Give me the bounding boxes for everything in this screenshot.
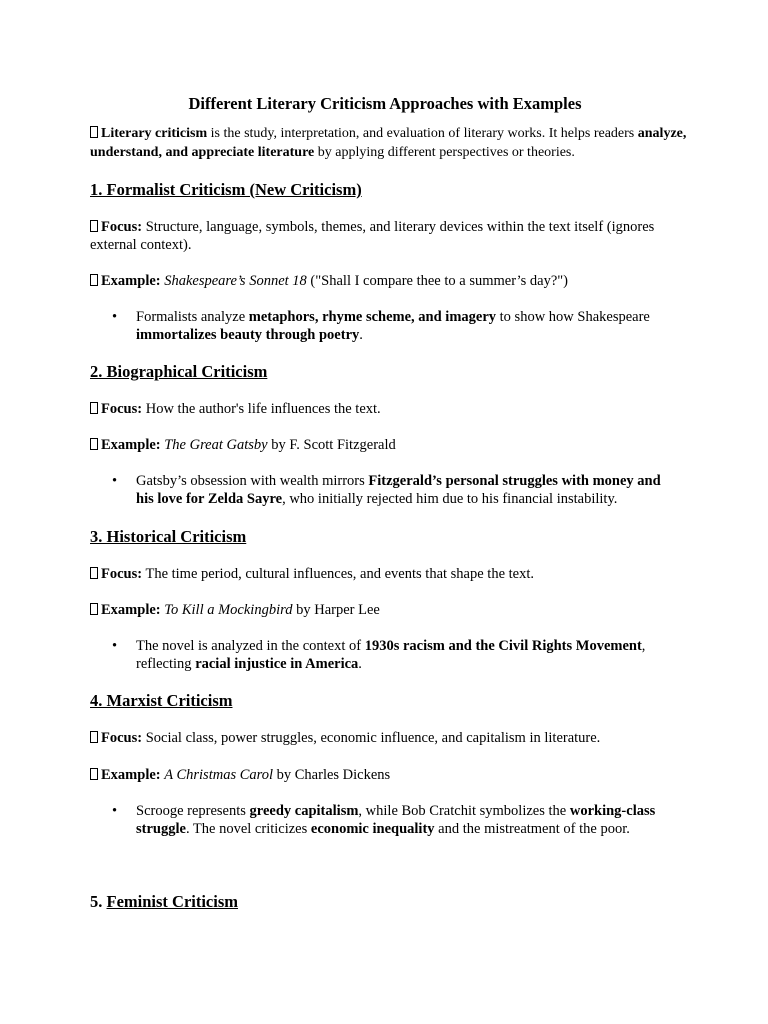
- section-heading-text: 3. Historical Criticism: [90, 527, 247, 546]
- bullet-dot: •: [112, 803, 118, 819]
- bullet-bold-part: greedy capitalism: [249, 803, 359, 819]
- focus-historical: [90, 565, 680, 583]
- bullet-biographical: [112, 472, 672, 508]
- bullet-historical: [112, 637, 672, 673]
- focus-text: Social class, power struggles, economic influence, and capitalism in literature.: [142, 730, 601, 746]
- example-work: Shakespeare’s Sonnet 18: [164, 273, 307, 289]
- example-label: Example:: [101, 602, 161, 618]
- section-heading-marxist: [90, 691, 233, 711]
- focus-label: Focus:: [101, 730, 143, 746]
- example-rest: by Harper Lee: [292, 602, 380, 618]
- bullet-text: [136, 472, 672, 508]
- bullet-text: [136, 637, 672, 673]
- missing-glyph-icon: [90, 438, 98, 450]
- missing-glyph-icon: [90, 126, 98, 138]
- focus-text: How the author's life influences the text.: [142, 401, 381, 417]
- focus-biographical: [90, 400, 680, 418]
- section-heading-formalist: [90, 180, 362, 200]
- bullet-bold-part: metaphors, rhyme scheme, and imagery: [248, 309, 497, 325]
- example-work: To Kill a Mockingbird: [164, 602, 293, 618]
- bullet-dot: •: [112, 309, 118, 325]
- example-work: The Great Gatsby: [164, 437, 268, 453]
- section-heading-number: 5.: [90, 892, 107, 911]
- bullet-formalist: [112, 308, 672, 344]
- example-work: A Christmas Carol: [164, 767, 274, 783]
- bullet-text: [136, 802, 672, 838]
- example-historical: [90, 601, 680, 619]
- missing-glyph-icon: [90, 220, 98, 232]
- section-heading-text: 2. Biographical Criticism: [90, 362, 268, 381]
- bullet-text-part: Scrooge represents: [136, 803, 250, 819]
- bullet-text-part: , reflecting: [136, 638, 646, 672]
- example-label: Example:: [101, 767, 161, 783]
- example-marxist: [90, 766, 680, 784]
- focus-label: Focus:: [101, 401, 143, 417]
- example-rest: by Charles Dickens: [273, 767, 391, 783]
- example-rest: by F. Scott Fitzgerald: [267, 437, 396, 453]
- example-label: Example:: [101, 437, 161, 453]
- bullet-text: [136, 308, 672, 344]
- section-heading-historical: [90, 527, 246, 547]
- example-rest: ("Shall I compare thee to a summer’s day?"): [306, 273, 569, 289]
- missing-glyph-icon: [90, 768, 98, 780]
- section-heading-text: 1. Formalist Criticism (New Criticism): [90, 180, 362, 199]
- bullet-bold-part: 1930s racism and the Civil Rights Movement: [364, 638, 642, 654]
- bullet-text-part: , while Bob Cratchit symbolizes the: [358, 803, 570, 819]
- section-heading-text: Feminist Criticism: [106, 892, 239, 911]
- bullet-bold-part: working-class struggle: [136, 803, 656, 837]
- missing-glyph-icon: [90, 731, 98, 743]
- bullet-text-part: . The novel criticizes: [185, 821, 311, 837]
- focus-formalist: [90, 218, 680, 254]
- example-biographical: [90, 436, 680, 454]
- bullet-dot: •: [112, 473, 118, 489]
- bullet-text-part: and the mistreatment of the poor.: [434, 821, 630, 837]
- section-heading-feminist: [90, 892, 238, 912]
- bullet-bold-part: economic inequality: [310, 821, 435, 837]
- bullet-text-part: The novel is analyzed in the context of: [136, 638, 365, 654]
- section-heading-biographical: [90, 362, 267, 382]
- focus-marxist: [90, 729, 680, 747]
- bullet-text-part: Formalists analyze: [136, 309, 249, 325]
- bullet-bold-part: racial injustice in America: [195, 656, 359, 672]
- document-title: Different Literary Criticism Approaches with Examples: [188, 94, 582, 113]
- section-heading-text: 4. Marxist Criticism: [90, 691, 233, 710]
- bullet-dot: •: [112, 638, 118, 654]
- example-formalist: [90, 272, 680, 290]
- bullet-text-part: .: [358, 656, 362, 672]
- intro-paragraph: [90, 124, 690, 162]
- bullet-text-part: Gatsby’s obsession with wealth mirrors: [136, 473, 369, 489]
- bullet-bold-part: immortalizes beauty through poetry: [136, 327, 360, 343]
- bullet-text-part: , who initially rejected him due to his financial instability.: [282, 491, 618, 507]
- focus-label: Focus:: [101, 566, 143, 582]
- missing-glyph-icon: [90, 274, 98, 286]
- bullet-text-part: .: [359, 327, 363, 343]
- intro-bold-2: analyze, understand, and appreciate literature: [90, 126, 687, 160]
- bullet-marxist: [112, 802, 672, 838]
- intro-term: Literary criticism: [101, 126, 208, 141]
- bullet-bold-part: Fitzgerald’s personal struggles with money and his love for Zelda Sayre: [136, 473, 661, 507]
- missing-glyph-icon: [90, 567, 98, 579]
- focus-label: Focus:: [101, 219, 143, 235]
- intro-text-2: by applying different perspectives or theories.: [314, 145, 575, 160]
- missing-glyph-icon: [90, 402, 98, 414]
- missing-glyph-icon: [90, 603, 98, 615]
- focus-text: Structure, language, symbols, themes, and literary devices within the text itself (ignores external context).: [90, 219, 655, 253]
- focus-text: The time period, cultural influences, and events that shape the text.: [142, 566, 535, 582]
- bullet-text-part: to show how Shakespeare: [496, 309, 650, 325]
- intro-text-1: is the study, interpretation, and evaluation of literary works. It helps readers: [207, 126, 638, 141]
- example-label: Example:: [101, 273, 161, 289]
